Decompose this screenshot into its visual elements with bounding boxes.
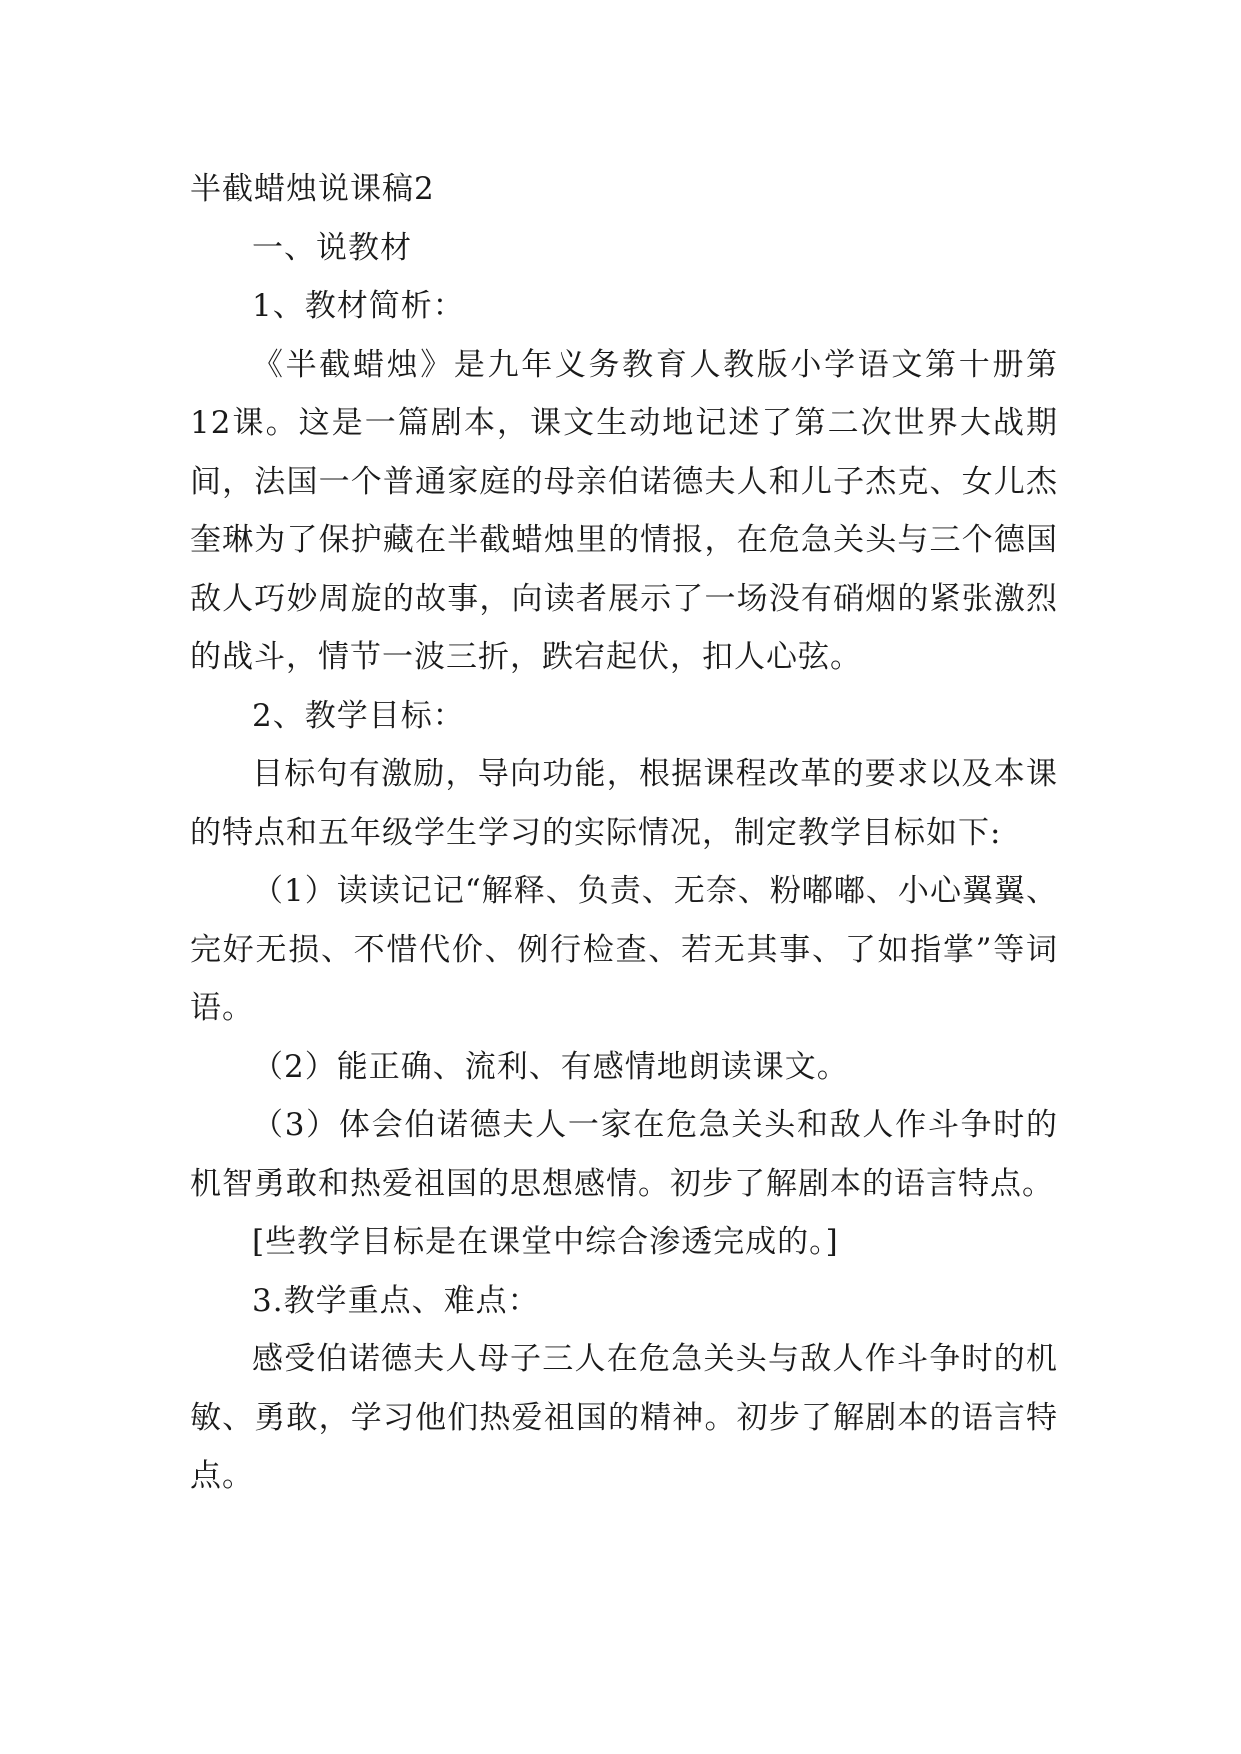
subheading-textbook-analysis: 1、教材简析： — [252, 288, 465, 324]
paragraph-key-points: 感受伯诺德夫人母子三人在危急关头与敌人作斗争时的机敏、勇敢，学习他们热爱祖国的精神。初步了解剧本的语言特点。 — [190, 1341, 1058, 1494]
subheading-teaching-goals: 2、教学目标： — [252, 697, 465, 734]
goal-item-3: （3）体会伯诺德夫人一家在危急关头和敌人作斗争时的机智勇敢和热爱祖国的思想感情。初步了解剧本的语言特点。 — [190, 1107, 1058, 1202]
document-title: 半截蜡烛说课稿2 — [190, 171, 435, 207]
paragraph-teaching-goals-intro: 目标句有激励，导向功能，根据课程改革的要求以及本课的特点和五年级学生学习的实际情况，制定教学目标如下: — [190, 756, 1058, 851]
goal-note: [些教学目标是在课堂中综合渗透完成的。] — [252, 1224, 839, 1260]
paragraph-textbook-analysis: 《半截蜡烛》是九年义务教育人教版小学语文第十册第12课。这是一篇剧本，课文生动地记述了第二次世界大战期间，法国一个普通家庭的母亲伯诺德夫人和儿子杰克、女儿杰奎琳为了保护藏在半截蜡烛里的情报，在危急关头与三个德国敌人巧妙周旋的故事，向读者展示了一场没有硝烟的紧张激烈的战斗，情节一波三折，跌宕起伏，扣人心弦。 — [190, 346, 1058, 675]
section-heading-textbook: 一、说教材 — [252, 229, 412, 266]
subheading-key-points: 3.教学重点、难点： — [252, 1282, 540, 1319]
goal-item-1: （1）读读记记“解释、负责、无奈、粉嘟嘟、小心翼翼、完好无损、不惜代价、例行检查、若无其事、了如指掌”等词语。 — [190, 873, 1058, 1026]
document-body — [190, 160, 1058, 1506]
goal-item-2: （2）能正确、流利、有感情地朗读课文。 — [252, 1048, 849, 1085]
